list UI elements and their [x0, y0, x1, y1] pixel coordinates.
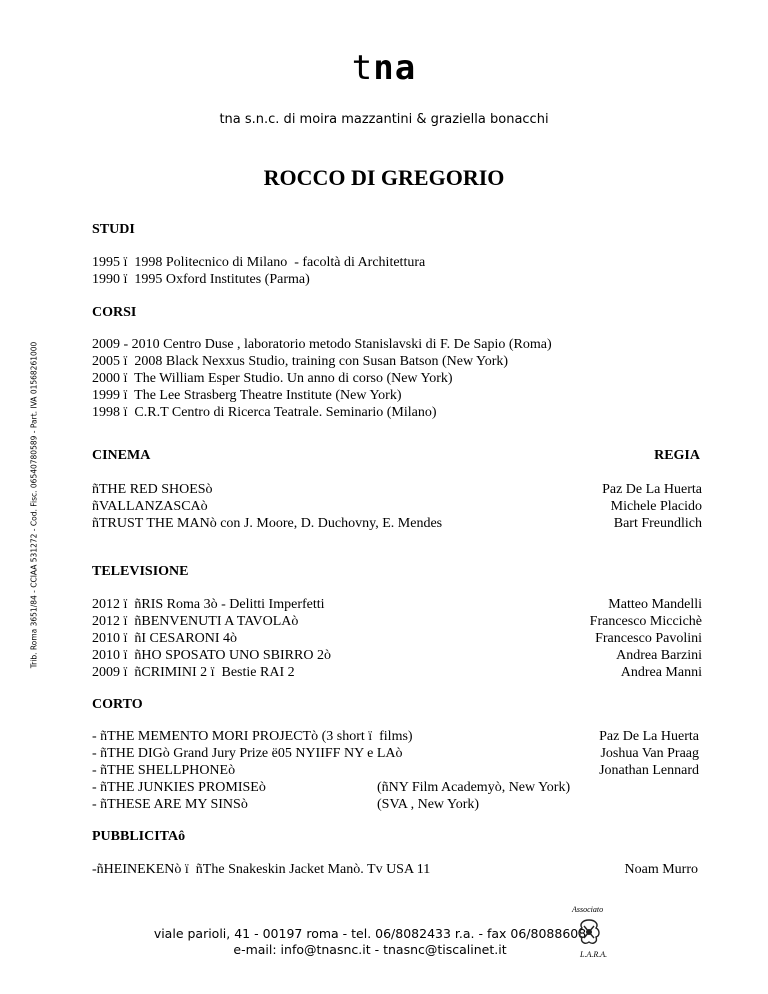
tv-director: Andrea Manni	[620, 665, 702, 680]
studi-line: 1995 ï 1998 Politecnico di Milano - facoltà di Architettura	[92, 255, 426, 270]
corto-title: - ñTHESE ARE MY SINSò	[92, 797, 248, 812]
corto-title: - ñTHE MEMENTO MORI PROJECTò (3 short ï films)	[92, 729, 413, 744]
cinema-title: ñVALLANZASCAò	[92, 499, 208, 514]
section-heading-studi: STUDI	[92, 222, 135, 237]
corto-director: Paz De La Huerta	[599, 729, 699, 744]
section-heading-televisione: TELEVISIONE	[92, 564, 189, 579]
cinema-director: Michele Placido	[610, 499, 702, 514]
corto-title: - ñTHE DIGò Grand Jury Prize ë05 NYIIFF NY e LAò	[92, 746, 403, 761]
tv-title: 2009 ï ñCRIMINI 2 ï Bestie RAI 2	[92, 665, 295, 680]
side-legal-text	[27, 341, 41, 669]
tv-title: 2010 ï ñI CESARONI 4ò	[92, 631, 238, 646]
corto-note: (SVA , New York)	[377, 797, 480, 812]
logo-bold-text: na	[373, 48, 417, 88]
company-logo	[0, 48, 768, 88]
corto-director: Jonathan Lennard	[599, 763, 699, 778]
tv-title: 2012 ï ñRIS Roma 3ò - Delitti Imperfetti	[92, 597, 325, 612]
tv-director: Andrea Barzini	[616, 648, 702, 663]
cinema-title: ñTRUST THE MANò con J. Moore, D. Duchovny, E. Mendes	[92, 516, 443, 531]
tv-director: Matteo Mandelli	[608, 597, 702, 612]
corsi-line: 2009 - 2010 Centro Duse , laboratorio metodo Stanislavski di F. De Sapio (Roma)	[92, 337, 552, 352]
corsi-line: 2000 ï The William Esper Studio. Un anno di corso (New York)	[92, 371, 453, 386]
pubblicita-director: Noam Murro	[624, 862, 698, 877]
pubblicita-title: -ñHEINEKENò ï ñThe Snakeskin Jacket Manò. Tv USA 11	[92, 862, 431, 877]
cinema-title: ñTHE RED SHOESò	[92, 482, 213, 497]
corto-note: (ñNY Film Academyò, New York)	[377, 780, 571, 795]
page-title: ROCCO DI GREGORIO	[263, 165, 505, 190]
lara-emblem-icon	[576, 918, 602, 951]
studi-line: 1990 ï 1995 Oxford Institutes (Parma)	[92, 272, 310, 287]
section-heading-cinema: CINEMA	[92, 448, 151, 463]
corsi-line: 1999 ï The Lee Strasberg Theatre Institute (New York)	[92, 388, 402, 403]
corto-director: Joshua Van Praag	[600, 746, 699, 761]
section-heading-pubblicita: PUBBLICITAô	[92, 829, 186, 844]
section-heading-corsi: CORSI	[92, 305, 137, 320]
cinema-director: Paz De La Huerta	[602, 482, 702, 497]
tv-title: 2010 ï ñHO SPOSATO UNO SBIRRO 2ò	[92, 648, 331, 663]
cinema-director: Bart Freundlich	[613, 516, 702, 531]
corto-title: - ñTHE SHELLPHONEò	[92, 763, 236, 778]
section-heading-corto: CORTO	[92, 697, 143, 712]
side-legal-label: Trib. Roma 3651/84 - CCIAA 531272 - Cod. Fisc. 06540780589 - Part. IVA 01568261000	[29, 341, 39, 669]
tv-title: 2012 ï ñBENVENUTI A TAVOLAò	[92, 614, 299, 629]
regia-heading: REGIA	[654, 448, 700, 463]
corsi-line: 1998 ï C.R.T Centro di Ricerca Teatrale. Seminario (Milano)	[92, 405, 437, 420]
associate-label: Associato	[572, 905, 604, 914]
company-tagline: tna s.n.c. di moira mazzantini & graziella bonacchi	[219, 112, 549, 127]
footer-address: viale parioli, 41 - 00197 roma - tel. 06/8082433 r.a. - fax 06/8088608	[153, 926, 587, 941]
corto-title: - ñTHE JUNKIES PROMISEò	[92, 780, 266, 795]
tv-director: Francesco Pavolini	[595, 631, 702, 646]
logo-light-text: t	[351, 48, 374, 88]
corsi-line: 2005 ï 2008 Black Nexxus Studio, training con Susan Batson (New York)	[92, 354, 509, 369]
tv-director: Francesco Miccichè	[589, 614, 702, 629]
footer-email: e-mail: info@tnasnc.it - tnasnc@tiscalinet.it	[233, 942, 507, 957]
associate-name: L.A.R.A.	[580, 950, 608, 959]
